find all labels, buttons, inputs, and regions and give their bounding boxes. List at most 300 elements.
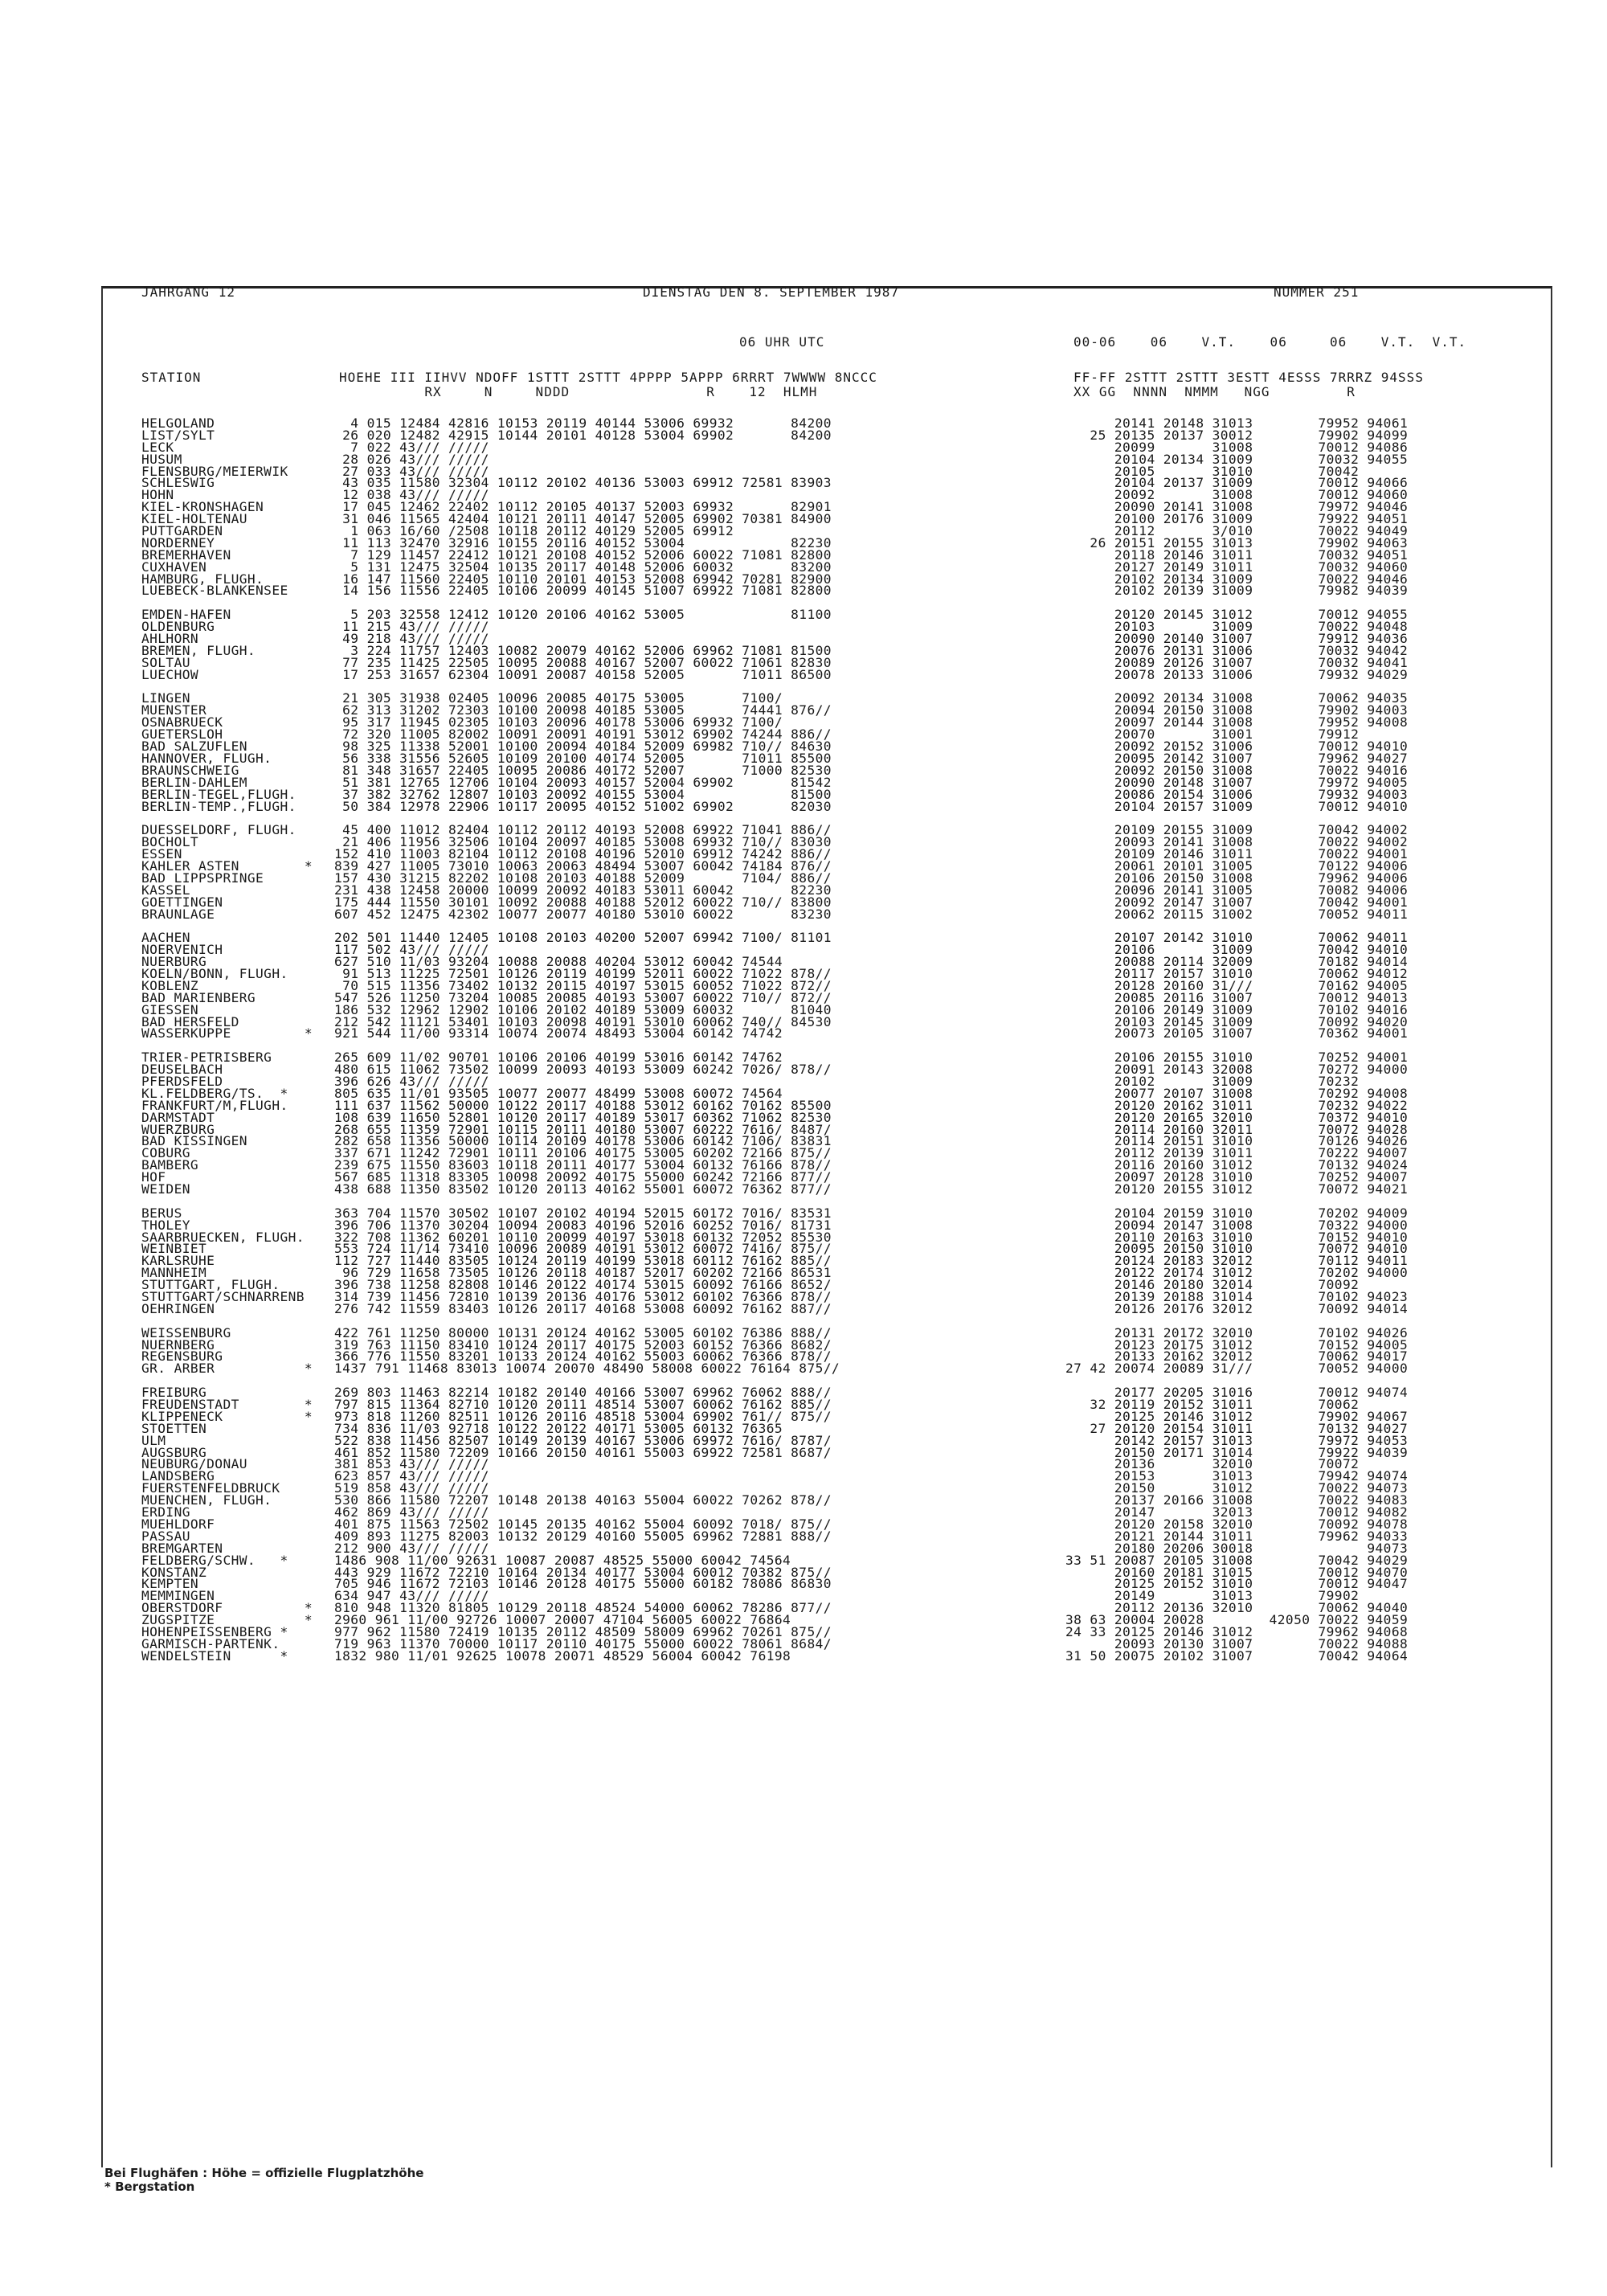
extra-data: 20095 20142 31007 79962 94027 — [1065, 750, 1409, 766]
station-name: LANDSBERG — [141, 1468, 215, 1484]
extra-data: 20102 20139 31009 79982 94039 — [1065, 583, 1409, 599]
page-header — [0, 284, 1607, 302]
station-name: WEISSENBURG — [141, 1324, 231, 1340]
station-name: OEHRINGEN — [141, 1300, 215, 1316]
main-data: 797 815 11364 82710 10120 20111 48514 53007 60062 76162 885// — [334, 1397, 832, 1413]
extra-data: 20133 20162 32012 70062 94017 — [1065, 1349, 1409, 1365]
main-data: 11 215 43/// ///// — [334, 619, 489, 635]
extra-data: 20061 20101 31005 70122 94006 — [1065, 857, 1409, 874]
extra-data: 20073 20105 31007 70362 94001 — [1065, 1025, 1409, 1042]
station-name: DARMSTADT — [141, 1109, 215, 1125]
extra-data: 27 20120 20154 31011 70132 94027 — [1065, 1420, 1409, 1436]
main-data: 91 513 11225 72501 10126 20119 40199 52011 60022 71022 878// — [334, 965, 832, 981]
station-name: TRIER-PETRISBERG — [141, 1050, 272, 1066]
extra-data: 20112 20136 32010 70062 94040 — [1065, 1600, 1409, 1616]
station-name: KASSEL — [141, 882, 190, 898]
station-name: BAD LIPPSPRINGE — [141, 870, 264, 886]
main-data: 2960 961 11/00 92726 10007 20007 47104 56005 60022 76864 — [334, 1612, 791, 1628]
main-data: 186 532 12962 12902 10106 20102 40189 53009 60032 81040 — [334, 1001, 832, 1017]
station-name: BRAUNLAGE — [141, 906, 215, 922]
extra-data: 20088 20114 32009 70182 94014 — [1065, 954, 1409, 970]
station-name: ESSEN — [141, 846, 182, 862]
station-name: HANNOVER, FLUGH. — [141, 750, 272, 766]
main-data: 70 515 11356 73402 10132 20115 40197 53015 60052 71022 872// — [334, 977, 832, 993]
station-name: CUXHAVEN — [141, 559, 207, 575]
main-data: 11 113 32470 32916 10155 20116 40152 53004 82230 — [334, 534, 832, 550]
extra-data: 33 51 20087 20105 31008 70042 94029 — [1065, 1552, 1409, 1568]
extra-data: 20118 20146 31011 70032 94051 — [1065, 546, 1409, 563]
main-data: 314 739 11456 72810 10139 20136 40176 53012 60102 76366 878// — [334, 1289, 832, 1305]
main-data: 17 045 12462 22402 10112 20105 40137 52003 69932 82901 — [334, 499, 832, 515]
station-name: AHLHORN — [141, 631, 199, 647]
extra-data: 20085 20116 31007 70012 94013 — [1065, 989, 1409, 1005]
station-name: KOELN/BONN, FLUGH. — [141, 965, 288, 981]
station-name: LIST/SYLT — [141, 427, 215, 443]
main-data: 282 658 11356 50000 10114 20109 40178 53006 60142 7106/ 83831 — [334, 1133, 832, 1149]
main-data: 268 655 11359 72901 10115 20111 40180 53007 60222 7616/ 8487/ — [334, 1121, 832, 1137]
main-data: 56 338 31556 52605 10109 20100 40174 52005 71011 85500 — [334, 750, 832, 766]
station-name: ULM — [141, 1432, 166, 1448]
main-data: 231 438 12458 20000 10099 20092 40183 53011 60042 82230 — [334, 882, 832, 898]
main-data: 269 803 11463 82214 10182 20140 40166 53007 69962 76062 888// — [334, 1385, 832, 1401]
extra-data: 20093 20130 31007 70022 94088 — [1065, 1635, 1409, 1651]
extra-data: 20177 20205 31016 70012 94074 — [1065, 1385, 1409, 1401]
main-data: 265 609 11/02 90701 10106 20106 40199 53016 60142 74762 — [334, 1050, 783, 1066]
extra-data: 20093 20141 31008 70022 94002 — [1065, 834, 1409, 850]
extra-data: 20070 31001 79912 — [1065, 726, 1360, 743]
station-name: BERLIN-DAHLEM — [141, 774, 247, 790]
extra-data: 20141 20148 31013 79952 94061 — [1065, 415, 1409, 431]
station-column-header: STATION — [141, 370, 202, 385]
main-data: 14 156 11556 22405 10106 20099 40145 51007 69922 71081 82800 — [334, 583, 832, 599]
main-data: 3 224 11757 12403 10082 20079 40162 52006 69962 71081 81500 — [334, 642, 832, 658]
main-data: 396 706 11370 30204 10094 20083 40196 52016 60252 7016/ 81731 — [334, 1217, 832, 1233]
main-data: 62 313 31202 72303 10100 20098 40185 53005 74441 876// — [334, 702, 832, 718]
extra-data: 20092 20152 31006 70012 94010 — [1065, 739, 1409, 755]
station-name: PASSAU — [141, 1528, 190, 1544]
station-name: FELDBERG/SCHW. * — [141, 1552, 288, 1568]
extra-data: 20120 20162 31011 70232 94022 — [1065, 1097, 1409, 1113]
extra-data: 25 20135 20137 30012 79902 94099 — [1065, 427, 1409, 443]
main-data: 16 147 11560 22405 10110 20101 40153 52008 69942 70281 82900 — [334, 571, 832, 587]
extra-data: 20160 20181 31015 70012 94070 — [1065, 1564, 1409, 1580]
main-data: 77 235 11425 22505 10095 20088 40167 52007 60022 71061 82830 — [334, 654, 832, 670]
main-data: 805 635 11/01 93505 10077 20077 48499 53008 60072 74564 — [334, 1085, 783, 1101]
main-data: 734 836 11/03 92718 10122 20122 40171 53005 60132 76365 — [334, 1420, 783, 1436]
station-name: WEIDEN — [141, 1181, 190, 1197]
main-data: 381 853 43/// ///// — [334, 1456, 489, 1472]
main-data: 547 526 11250 73204 10085 20085 40193 53007 60022 710// 872// — [334, 989, 832, 1005]
station-name: BAD MARIENBERG — [141, 989, 256, 1005]
extra-data: 20131 20172 32010 70102 94026 — [1065, 1324, 1409, 1340]
extra-data: 20120 20145 31012 70012 94055 — [1065, 607, 1409, 623]
main-data: 634 947 43/// ///// — [334, 1588, 489, 1604]
extra-data: 20090 20148 31007 79972 94005 — [1065, 774, 1409, 790]
station-name: LUECHOW — [141, 666, 199, 682]
extra-data: 20112 20139 31011 70222 94007 — [1065, 1145, 1409, 1161]
main-data: 108 639 11650 52801 10120 20117 40189 53017 60362 71062 82530 — [334, 1109, 832, 1125]
main-data: 461 852 11580 72209 10166 20150 40161 55003 69922 72581 8687/ — [334, 1444, 832, 1460]
station-name: GARMISCH-PARTENK. — [141, 1635, 280, 1651]
station-name: REGENSBURG — [141, 1349, 223, 1365]
extra-data: 20120 20155 31012 70072 94021 — [1065, 1181, 1409, 1197]
main-data: 4 015 12484 42816 10153 20119 40144 53006 69932 84200 — [334, 415, 832, 431]
main-columns-subheader: RX N NDDD R 12 HLMH — [339, 384, 818, 399]
station-name: HOF — [141, 1169, 166, 1185]
station-name: HAMBURG, FLUGH. — [141, 571, 264, 587]
station-name: COBURG — [141, 1145, 190, 1161]
station-name: PUTTGARDEN — [141, 523, 223, 539]
extra-data: 20092 20150 31008 70022 94016 — [1065, 762, 1409, 778]
station-name: NOERVENICH — [141, 942, 223, 958]
table-row — [141, 1300, 1540, 1316]
station-name: WASSERKUPPE * — [141, 1025, 313, 1042]
station-name: KIEL-KRONSHAGEN — [141, 499, 264, 515]
station-name: KARLSRUHE — [141, 1253, 215, 1269]
extra-data: 20127 20149 31011 70032 94060 — [1065, 559, 1409, 575]
table-row — [141, 1181, 1540, 1197]
main-data: 7 129 11457 22412 10121 20108 40152 52006 60022 71081 82800 — [334, 546, 832, 563]
station-name: THOLEY — [141, 1217, 190, 1233]
main-data: 12 038 43/// ///// — [334, 487, 489, 503]
extra-data: 20104 20157 31009 70012 94010 — [1065, 798, 1409, 814]
main-data: 175 444 11550 30101 10092 20088 40188 52012 60022 710// 83800 — [334, 894, 832, 910]
main-data: 17 253 31657 62304 10091 20087 40158 52005 71011 86500 — [334, 666, 832, 682]
extra-data: 20062 20115 31002 70052 94011 — [1065, 906, 1409, 922]
main-data: 839 427 11005 73010 10063 20063 48494 53007 60042 74184 876// — [334, 857, 832, 874]
extra-data: 20125 20152 31010 70012 94047 — [1065, 1576, 1409, 1592]
station-name: BOCHOLT — [141, 834, 199, 850]
station-name: BAD SALZUFLEN — [141, 739, 247, 755]
extra-data: 20150 20171 31014 79922 94039 — [1065, 1444, 1409, 1460]
extra-data: 20105 31010 70042 — [1065, 463, 1360, 479]
main-data: 627 510 11/03 93204 10088 20088 40204 53012 60042 74544 — [334, 954, 783, 970]
extra-data: 20097 20128 31010 70252 94007 — [1065, 1169, 1409, 1185]
volume-label: JAHRGANG 12 — [141, 284, 235, 300]
main-data: 719 963 11370 70000 10117 20110 40175 55000 60022 78061 8684/ — [334, 1635, 832, 1651]
station-name: NORDERNEY — [141, 534, 215, 550]
main-data: 363 704 11570 30502 10107 20102 40194 52015 60172 7016/ 83531 — [334, 1205, 832, 1221]
extra-data: 20091 20143 32008 70272 94000 — [1065, 1062, 1409, 1078]
table-row — [141, 1647, 1540, 1664]
main-data: 366 776 11550 83201 10133 20124 40162 55003 60062 76366 878// — [334, 1349, 832, 1365]
main-data: 98 325 11338 52001 10100 20094 40184 52009 69982 710// 84630 — [334, 739, 832, 755]
station-name: EMDEN-HAFEN — [141, 607, 231, 623]
extra-data: 20096 20141 31005 70082 94006 — [1065, 882, 1409, 898]
station-name: FREIBURG — [141, 1385, 207, 1401]
extra-data: 20103 20145 31009 70092 94020 — [1065, 1013, 1409, 1029]
extra-data: 20126 20176 32012 70092 94014 — [1065, 1300, 1409, 1316]
main-data: 443 929 11672 72210 10164 20134 40177 53004 60012 70382 875// — [334, 1564, 832, 1580]
main-data: 480 615 11062 73502 10099 20093 40193 53009 60242 7026/ 878// — [334, 1062, 832, 1078]
station-name: KOBLENZ — [141, 977, 199, 993]
main-data: 49 218 43/// ///// — [334, 631, 489, 647]
extra-data: 20180 20206 30018 94073 — [1065, 1540, 1409, 1556]
station-name: BRAUNSCHWEIG — [141, 762, 239, 778]
extra-data: 20104 20159 31010 70202 94009 — [1065, 1205, 1409, 1221]
main-data: 81 348 31657 22405 10095 20086 40172 52007 71000 82530 — [334, 762, 832, 778]
time-heading: 06 UHR UTC — [739, 334, 825, 350]
extra-data: 20153 31013 79942 94074 — [1065, 1468, 1409, 1484]
main-data: 27 033 43/// ///// — [334, 463, 489, 479]
station-name: BREMERHAVEN — [141, 546, 231, 563]
extra-data: 20099 31008 70012 94086 — [1065, 439, 1409, 455]
station-name: BAD HERSFELD — [141, 1013, 239, 1029]
station-name: PFERDSFELD — [141, 1073, 223, 1089]
extra-data: 20122 20174 31012 70202 94000 — [1065, 1265, 1409, 1281]
main-data: 1 063 16/60 /2508 10118 20112 40129 52005 69912 — [334, 523, 734, 539]
extra-data: 24 33 20125 20146 31012 79962 94068 — [1065, 1623, 1409, 1639]
extra-data: 20092 20147 31007 70042 94001 — [1065, 894, 1409, 910]
main-columns-header: HOEHE III IIHVV NDOFF 1STTT 2STTT 4PPPP 5APPP 6RRRT 7WWWW 8NCCC — [339, 370, 877, 385]
station-name: FREUDENSTADT * — [141, 1397, 313, 1413]
station-name: BREMGARTEN — [141, 1540, 223, 1556]
main-data: 322 708 11362 60201 10110 20099 40197 53018 60132 72052 85530 — [334, 1229, 832, 1245]
table-row — [141, 666, 1540, 682]
main-data: 1437 791 11468 83013 10074 20070 48490 58008 60022 76164 875// — [334, 1361, 840, 1377]
station-name: FLENSBURG/MEIERWIK — [141, 463, 288, 479]
table-row — [141, 798, 1540, 814]
station-name: HUSUM — [141, 451, 182, 467]
station-name: BERLIN-TEGEL,FLUGH. — [141, 786, 296, 802]
station-name: BAMBERG — [141, 1157, 199, 1173]
station-name: NUERNBERG — [141, 1336, 215, 1353]
main-data: 5 203 32558 12412 10120 20106 40162 53005 81100 — [334, 607, 832, 623]
extra-data: 20114 20160 32011 70072 94028 — [1065, 1121, 1409, 1137]
footnote-airport: Bei Flughäfen : Höhe = offizielle Flugplatzhöhe — [104, 2166, 424, 2180]
station-name: MUEHLDORF — [141, 1516, 215, 1532]
extra-data: 38 63 20004 20028 42050 70022 94059 — [1065, 1612, 1409, 1628]
main-data: 401 875 11563 72502 10145 20135 40162 55004 60092 7018/ 875// — [334, 1516, 832, 1532]
extra-data: 20106 20149 31009 70102 94016 — [1065, 1001, 1409, 1017]
extra-data: 20121 20144 31011 79962 94033 — [1065, 1528, 1409, 1544]
extra-data: 26 20151 20155 31013 79902 94063 — [1065, 534, 1409, 550]
main-data: 977 962 11580 72419 10135 20112 48509 58009 69962 70261 875// — [334, 1623, 832, 1639]
station-name: BREMEN, FLUGH. — [141, 642, 256, 658]
station-name: ZUGSPITZE * — [141, 1612, 313, 1628]
main-data: 152 410 11003 82104 10112 20108 40196 52010 69912 74242 886// — [334, 846, 832, 862]
station-name: HOHN — [141, 487, 174, 503]
extra-data: 20150 31012 70022 94073 — [1065, 1480, 1409, 1496]
main-data: 112 727 11440 83505 10124 20119 40199 53018 60112 76162 885// — [334, 1253, 832, 1269]
date-label: DIENSTAG DEN 8. SEPTEMBER 1987 — [643, 284, 899, 300]
extra-data: 20109 20146 31011 70022 94001 — [1065, 846, 1409, 862]
station-name: WEINBIET — [141, 1241, 207, 1257]
station-name: HOHENPEISSENBERG * — [141, 1623, 288, 1639]
extra-data: 20147 32013 70012 94082 — [1065, 1504, 1409, 1520]
station-name: STOETTEN — [141, 1420, 207, 1436]
station-name: LINGEN — [141, 690, 190, 706]
extra-data: 20142 20157 31013 79972 94053 — [1065, 1432, 1409, 1448]
extra-data: 20104 20137 31009 70012 94066 — [1065, 475, 1409, 491]
extra-data: 20095 20150 31010 70072 94010 — [1065, 1241, 1409, 1257]
table-row — [141, 1025, 1540, 1042]
station-name: GIESSEN — [141, 1001, 199, 1017]
right-time-heading: 00-06 06 V.T. 06 06 V.T. V.T. — [1073, 334, 1467, 350]
station-name: FUERSTENFELDBRUCK — [141, 1480, 280, 1496]
main-data: 1486 908 11/00 92631 10087 20087 48525 55000 60042 74564 — [334, 1552, 791, 1568]
main-data: 522 838 11456 82507 10149 20139 40167 53006 69972 7616/ 8787/ — [334, 1432, 832, 1448]
station-name: KONSTANZ — [141, 1564, 207, 1580]
station-name: NEUBURG/DONAU — [141, 1456, 247, 1472]
station-table — [141, 415, 1540, 1664]
extra-data: 20136 32010 70072 — [1065, 1456, 1360, 1472]
extra-data: 20094 20147 31008 70322 94000 — [1065, 1217, 1409, 1233]
issue-number: NUMMER 251 — [1274, 284, 1360, 300]
main-data: 212 542 11121 53401 10103 20098 40191 53010 60062 740// 84530 — [334, 1013, 832, 1029]
main-data: 95 317 11945 02305 10103 20096 40178 53006 69932 7100/ — [334, 714, 783, 731]
extra-data: 20076 20131 31006 70032 94042 — [1065, 642, 1409, 658]
main-data: 810 948 11320 81805 10129 20118 48524 54000 60062 78286 877// — [334, 1600, 832, 1616]
extra-data: 20124 20183 32012 70112 94011 — [1065, 1253, 1409, 1269]
main-data: 212 900 43/// ///// — [334, 1540, 489, 1556]
station-name: LECK — [141, 439, 174, 455]
station-name: OLDENBURG — [141, 619, 215, 635]
extra-data: 20104 20134 31009 70032 94055 — [1065, 451, 1409, 467]
main-data: 438 688 11350 83502 10120 20113 40162 55001 60072 76362 877// — [334, 1181, 832, 1197]
station-name: OSNABRUECK — [141, 714, 223, 731]
main-data: 396 738 11258 82808 10146 20122 40174 53015 60092 76166 8652/ — [334, 1277, 832, 1293]
extra-data: 20149 31013 79902 — [1065, 1588, 1360, 1604]
right-columns-header: FF-FF 2STTT 2STTT 3ESTT 4ESSS 7RRRZ 94SSS — [1073, 370, 1424, 385]
extra-data: 20077 20107 31008 70292 94008 — [1065, 1085, 1409, 1101]
extra-data: 20102 31009 70232 — [1065, 1073, 1360, 1089]
station-name: HELGOLAND — [141, 415, 215, 431]
station-name: WUERZBURG — [141, 1121, 215, 1137]
extra-data: 20116 20160 31012 70132 94024 — [1065, 1157, 1409, 1173]
extra-data: 20090 20141 31008 79972 94046 — [1065, 499, 1409, 515]
extra-data: 20106 31009 70042 94010 — [1065, 942, 1409, 958]
station-name: STUTTGART/SCHNARRENB — [141, 1289, 305, 1305]
main-data: 396 626 43/// ///// — [334, 1073, 489, 1089]
main-data: 519 858 43/// ///// — [334, 1480, 489, 1496]
extra-data: 20097 20144 31008 79952 94008 — [1065, 714, 1409, 731]
station-name: GUETERSLOH — [141, 726, 223, 743]
main-data: 111 637 11562 50000 10122 20117 40188 53012 60162 70162 85500 — [334, 1097, 832, 1113]
station-name: STUTTGART, FLUGH. — [141, 1277, 280, 1293]
extra-data: 20078 20133 31006 79932 94029 — [1065, 666, 1409, 682]
station-name: BERLIN-TEMP.,FLUGH. — [141, 798, 296, 814]
extra-data: 20107 20142 31010 70062 94011 — [1065, 930, 1409, 946]
main-data: 607 452 12475 42302 10077 20077 40180 53010 60022 83230 — [334, 906, 832, 922]
station-name: MEMMINGEN — [141, 1588, 215, 1604]
station-name: SCHLESWIG — [141, 475, 215, 491]
station-name: MANNHEIM — [141, 1265, 207, 1281]
table-row — [141, 906, 1540, 922]
extra-data: 20114 20151 31010 70126 94026 — [1065, 1133, 1409, 1149]
main-data: 31 046 11565 42404 10121 20111 40147 52005 69902 70381 84900 — [334, 511, 832, 527]
right-columns-subheader: XX GG NNNN NMMM NGG R — [1073, 384, 1356, 399]
extra-data: 32 20119 20152 31011 70062 — [1065, 1397, 1360, 1413]
station-name: ERDING — [141, 1504, 190, 1520]
table-row — [141, 1363, 1540, 1375]
main-data: 409 893 11275 82003 10132 20129 40160 55005 69962 72881 888// — [334, 1528, 832, 1544]
extra-data: 20102 20134 31009 70022 94046 — [1065, 571, 1409, 587]
main-data: 157 430 31215 82202 10108 20103 40188 52009 7104/ 886// — [334, 870, 832, 886]
extra-data: 20106 20150 31008 79962 94006 — [1065, 870, 1409, 886]
main-data: 5 131 12475 32504 10135 20117 40148 52006 60032 83200 — [334, 559, 832, 575]
station-name: KAHLER ASTEN * — [141, 857, 313, 874]
main-data: 7 022 43/// ///// — [334, 439, 489, 455]
extra-data: 20094 20150 31008 79902 94003 — [1065, 702, 1409, 718]
main-data: 623 857 43/// ///// — [334, 1468, 489, 1484]
extra-data: 20110 20163 31010 70152 94010 — [1065, 1229, 1409, 1245]
station-name: AACHEN — [141, 930, 190, 946]
extra-data: 20109 20155 31009 70042 94002 — [1065, 822, 1409, 838]
main-data: 202 501 11440 12405 10108 20103 40200 52007 69942 7100/ 81101 — [334, 930, 832, 946]
footnote-mountain: * Bergstation — [104, 2179, 195, 2194]
main-data: 21 305 31938 02405 10096 20085 40175 53005 7100/ — [334, 690, 783, 706]
main-data: 462 869 43/// ///// — [334, 1504, 489, 1520]
main-data: 422 761 11250 80000 10131 20124 40162 53005 60102 76386 888// — [334, 1324, 832, 1340]
extra-data: 20125 20146 31012 79902 94067 — [1065, 1408, 1409, 1424]
station-name: DEUSELBACH — [141, 1062, 223, 1078]
main-data: 530 866 11580 72207 10148 20138 40163 55004 60022 70262 878// — [334, 1492, 832, 1508]
station-name: DUESSELDORF, FLUGH. — [141, 822, 296, 838]
main-data: 50 384 12978 22906 10117 20095 40152 51002 69902 82030 — [334, 798, 832, 814]
main-data: 239 675 11550 83603 10118 20111 40177 53004 60132 76166 878// — [334, 1157, 832, 1173]
station-name: KLIPPENECK * — [141, 1408, 313, 1424]
main-data: 45 400 11012 82404 10112 20112 40193 52008 69922 71041 886// — [334, 822, 832, 838]
station-name: NUERBURG — [141, 954, 207, 970]
station-name: KEMPTEN — [141, 1576, 199, 1592]
extra-data: 20112 3/010 70022 94049 — [1065, 523, 1409, 539]
extra-data: 20103 31009 70022 94048 — [1065, 619, 1409, 635]
extra-data: 20090 20140 31007 79912 94036 — [1065, 631, 1409, 647]
footnotes — [104, 2167, 423, 2194]
main-data: 553 724 11/14 73410 10096 20089 40191 53012 60072 7416/ 875// — [334, 1241, 832, 1257]
main-data: 28 026 43/// ///// — [334, 451, 489, 467]
extra-data: 20123 20175 31012 70152 94005 — [1065, 1336, 1409, 1353]
station-name: SOLTAU — [141, 654, 190, 670]
extra-data: 20128 20160 31/// 70162 94005 — [1065, 977, 1409, 993]
main-data: 43 035 11580 32304 10112 20102 40136 53003 69912 72581 83903 — [334, 475, 832, 491]
extra-data: 20092 31008 70012 94060 — [1065, 487, 1409, 503]
main-data: 319 763 11150 83410 10124 20117 40175 52003 60152 76366 8682/ — [334, 1336, 832, 1353]
main-data: 921 544 11/00 93314 10074 20074 48493 53004 60142 74742 — [334, 1025, 783, 1042]
station-name: AUGSBURG — [141, 1444, 207, 1460]
extra-data: 20120 20158 32010 70092 94078 — [1065, 1516, 1409, 1532]
extra-data: 20089 20126 31007 70032 94041 — [1065, 654, 1409, 670]
extra-data: 20100 20176 31009 79922 94051 — [1065, 511, 1409, 527]
main-data: 37 382 32762 12807 10103 20092 40155 53004 81500 — [334, 786, 832, 802]
main-data: 1832 980 11/01 92625 10078 20071 48529 56004 60042 76198 — [334, 1647, 791, 1664]
main-data: 567 685 11318 83305 10098 20092 40175 55000 60242 72166 877// — [334, 1169, 832, 1185]
station-name: WENDELSTEIN * — [141, 1647, 288, 1664]
extra-data: 20117 20157 31010 70062 94012 — [1065, 965, 1409, 981]
main-data: 72 320 11005 82002 10091 20091 40191 53012 69902 74244 886// — [334, 726, 832, 743]
main-data: 973 818 11260 82511 10126 20116 48518 53004 69902 761// 875// — [334, 1408, 832, 1424]
extra-data: 20137 20166 31008 70022 94083 — [1065, 1492, 1409, 1508]
main-data: 276 742 11559 83403 10126 20117 40168 53008 60092 76162 887// — [334, 1300, 832, 1316]
station-name: BERUS — [141, 1205, 182, 1221]
main-data: 26 020 12482 42915 10144 20101 40128 53004 69902 84200 — [334, 427, 832, 443]
extra-data: 20120 20165 32010 70372 94010 — [1065, 1109, 1409, 1125]
main-data: 96 729 11658 73505 10126 20118 40187 52017 60202 72166 86531 — [334, 1265, 832, 1281]
station-name: KL.FELDBERG/TS. * — [141, 1085, 288, 1101]
main-data: 21 406 11956 32506 10104 20097 40185 53008 69932 710// 83030 — [334, 834, 832, 850]
extra-data: 27 42 20074 20089 31/// 70052 94000 — [1065, 1361, 1409, 1377]
main-data: 337 671 11242 72901 10111 20106 40175 53005 60202 72166 875// — [334, 1145, 832, 1161]
station-name: GR. ARBER * — [141, 1361, 313, 1377]
station-name: SAARBRUECKEN, FLUGH. — [141, 1229, 305, 1245]
main-data: 705 946 11672 72103 10146 20128 40175 55000 60182 78086 86830 — [334, 1576, 832, 1592]
extra-data: 20146 20180 32014 70092 — [1065, 1277, 1360, 1293]
station-name: MUENSTER — [141, 702, 207, 718]
extra-data: 31 50 20075 20102 31007 70042 94064 — [1065, 1647, 1409, 1664]
station-name: MUENCHEN, FLUGH. — [141, 1492, 272, 1508]
extra-data: 20106 20155 31010 70252 94001 — [1065, 1050, 1409, 1066]
